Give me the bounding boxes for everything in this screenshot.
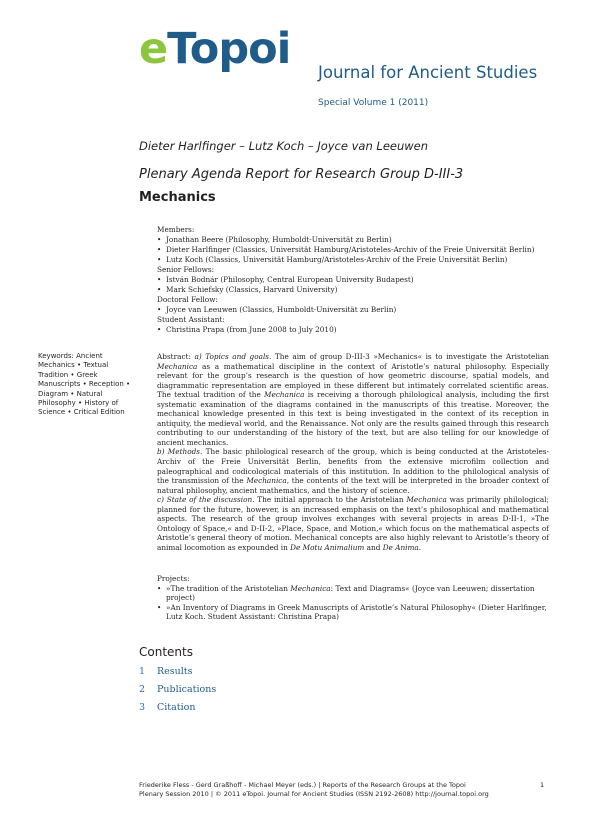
footer-line-1: Friederike Fless - Gerd Graßhoff - Michael Meyer (eds.) | Reports of the Research Groups at the Topoi xyxy=(139,781,466,789)
senior-fellows-label: Senior Fellows: xyxy=(157,265,215,274)
etopoi-logo xyxy=(139,24,291,74)
projects xyxy=(157,574,549,622)
logo-e: e xyxy=(139,24,168,74)
student-assistant-label: Student Assistant: xyxy=(157,315,225,324)
report-title: Plenary Agenda Report for Research Group D-III-3 xyxy=(139,167,464,182)
member-item: • Lutz Koch (Classics, Universität Hamburg/Aristoteles-Archiv of the Freie Universität Berlin) xyxy=(157,255,508,264)
authors: Dieter Harlfinger – Lutz Koch – Joyce van Leeuwen xyxy=(139,139,429,153)
contents-heading: Contents xyxy=(139,645,193,659)
senior-fellow-item: • Mark Schiefsky (Classics, Harvard University) xyxy=(157,285,338,294)
keywords: Keywords: Ancient Mechanics • Textual Tradition • Greek Manuscripts • Reception • Diagram • Natural Philosophy • History of Science • Critical Edition xyxy=(38,352,131,417)
student-assistant-item: • Christina Prapa (from June 2008 to July 2010) xyxy=(157,325,337,334)
projects-label: Projects: xyxy=(157,574,190,583)
project-item: • »An Inventory of Diagrams in Greek Manuscripts of Aristotle’s Natural Philosophy« (Dieter Harlfinger, Lutz Koch. Student Assistant: Christina Prapa) xyxy=(157,602,547,622)
members-label: Members: xyxy=(157,225,195,234)
journal-title: Journal for Ancient Studies xyxy=(318,63,538,82)
footer-line-2: Plenary Session 2010 | © 2011 eTopoi. Journal for Ancient Studies (ISSN 2192-2608) http://journal.topoi.org xyxy=(139,790,489,798)
abstract-paragraph-methods: b) Methods. The basic philological research of the group, which is being conducted at the Aristoteles-Archiv of the Freie Universität Berlin, benefits from the extensive microfilm collection and paleographical and codicological materials of this institution. In addition to the philological analysis of the transmission of the Mechanica, the contents of the text will be interpreted in the broader context of natural philosophy, ancient mathematics, and the history of science. xyxy=(157,447,549,495)
doctoral-fellow-item: • Joyce van Leeuwen (Classics, Humboldt-Universität zu Berlin) xyxy=(157,305,397,314)
doctoral-fellow-label: Doctoral Fellow: xyxy=(157,295,218,304)
member-item: • Jonathan Beere (Philosophy, Humboldt-Universität zu Berlin) xyxy=(157,235,392,244)
member-item: • Dieter Harlfinger (Classics, Universität Hamburg/Aristoteles-Archiv of the Freie Universität Berlin) xyxy=(157,245,535,254)
toc-item-citation[interactable]: 3 Citation xyxy=(139,702,196,713)
special-volume: Special Volume 1 (2011) xyxy=(318,98,429,108)
toc-item-results[interactable]: 1 Results xyxy=(139,666,193,677)
abstract-paragraph-discussion: c) State of the discussion. The initial approach to the Aristotelian Mechanica was primarily philological; planned for the future, however, is an increased emphasis on the text’s philosophical and mathematical aspects. The research of the group involves exchanges with several projects in areas D-II-1, »The Ontology of Space,« and D-II-2, »Place, Space, and Motion,« which focus on the mathematical aspects of Aristotle’s general theory of motion. Mechanical concepts are also highly relevant to Aristotle’s theory of animal locomotion as expounded in De Motu Animalium and De Anima. xyxy=(157,495,549,552)
abstract xyxy=(157,352,549,552)
project-item: • »The tradition of the Aristotelian Mechanica: Text and Diagrams« (Joyce van Leeuwen; dissertation project) xyxy=(157,583,535,603)
toc-item-publications[interactable]: 2 Publications xyxy=(139,684,217,695)
footer xyxy=(139,781,559,799)
senior-fellow-item: • István Bodnár (Philosophy, Central European University Budapest) xyxy=(157,275,414,284)
report-subtitle: Mechanics xyxy=(139,190,216,205)
abstract-paragraph-topics: Abstract: a) Topics and goals. The aim of group D-III-3 »Mechanics« is to investigate the Aristotelian Mechanica as a mathematical discipline in the context of Aristotle’s natural philosophy. Especially relevant for the group’s research is the question of how geometric discourse, spatial models, and diagrammatic representation are employed in these different but intimately correlated scientific areas. The textual tradition of the Mechanica is receiving a thorough philological analysis, including the first systematic examination of the diagrams contained in the manuscripts of this treatise. Moreover, the mechanical knowledge presented in this text is being investigated in the context of its reception in antiquity, the medieval world, and the Renaissance. Not only are the results gained through this research contributing to our understanding of the history of the text, but are also telling for our knowledge of ancient mechanics. xyxy=(157,352,550,447)
page-number: 1 xyxy=(540,781,545,789)
logo-topoi: Topoi xyxy=(167,24,291,74)
